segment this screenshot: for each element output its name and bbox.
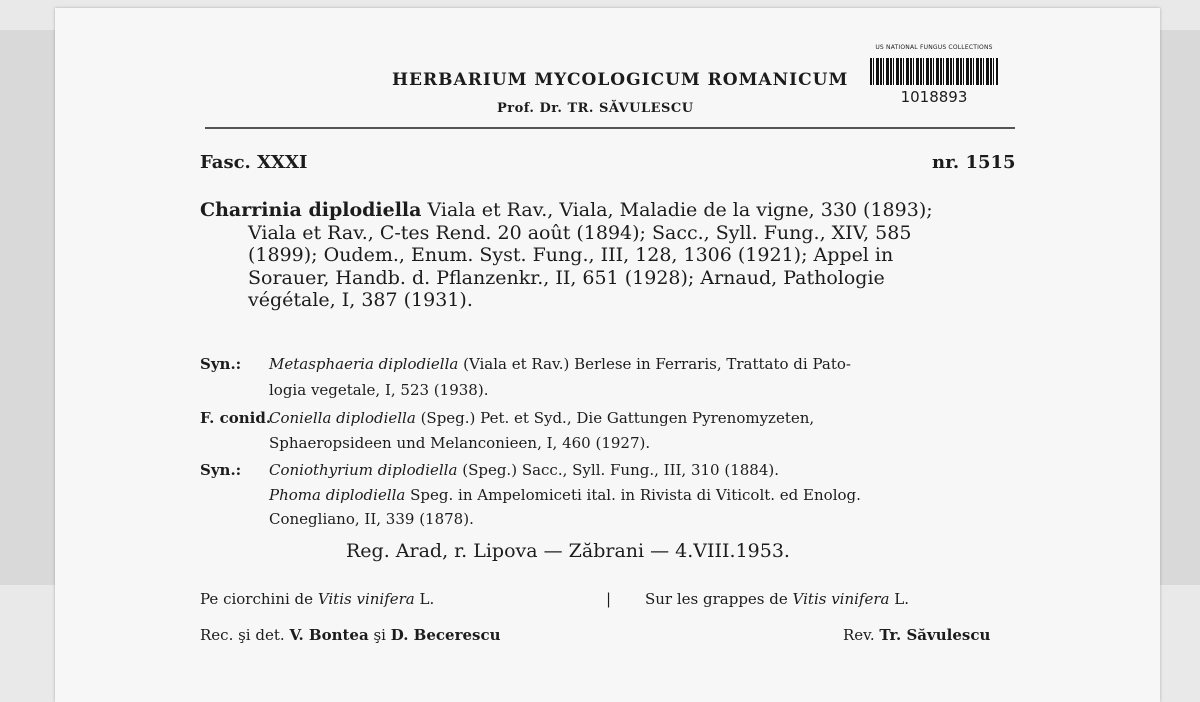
collector-name: D. Becerescu	[390, 626, 501, 644]
substrate-fr-suffix: L.	[894, 590, 909, 608]
substrate-ro-suffix: L.	[419, 590, 435, 608]
specimen-number: nr. 1515	[932, 152, 1016, 173]
synonym-citation: (Speg.) Pet. et Syd., Die Gattungen Pyrenomyzeten,	[420, 409, 815, 427]
host-name: Vitis vinifera	[792, 590, 890, 608]
collectors-and: şi	[373, 626, 386, 644]
synonym-name: Coniella diplodiella	[269, 409, 416, 427]
herbarium-title: HERBARIUM MYCOLOGICUM ROMANICUM	[392, 70, 849, 90]
locality: Reg. Arad, r. Lipova — Zăbrani — 4.VIII.1953.	[346, 540, 790, 562]
species-citation	[200, 199, 1030, 312]
species-citation-line: végétale, I, 387 (1931).	[248, 289, 473, 311]
synonym-tag: Syn.:	[200, 461, 242, 479]
synonym-entry	[200, 352, 851, 376]
synonym-citation-cont: Sphaeropsideen und Melanconieen, I, 460 (1927).	[269, 434, 651, 452]
synonym-entry	[200, 458, 779, 482]
herbarium-subtitle: Prof. Dr. TR. SĂVULESCU	[497, 101, 694, 116]
reviewer-name: Tr. Săvulescu	[879, 626, 991, 644]
barcode-label	[866, 44, 1002, 106]
substrate-ro	[200, 590, 434, 608]
species-citation-line: (1899); Oudem., Enum. Syst. Fung., III, 128, 1306 (1921); Appel in	[248, 244, 894, 266]
collectors-prefix: Rec. şi det.	[200, 626, 285, 644]
species-name: Charrinia diplodiella	[200, 199, 422, 221]
fascicle: Fasc. XXXI	[200, 152, 308, 173]
synonym-citation: (Viala et Rav.) Berlese in Ferraris, Trattato di Pato-	[463, 355, 851, 373]
substrate-fr	[645, 590, 909, 608]
separator: |	[606, 590, 612, 608]
species-citation-line: Viala et Rav., Viala, Maladie de la vigne, 330 (1893);	[427, 199, 933, 221]
synonym-entry	[200, 406, 814, 430]
synonym-tag: F. conid.	[200, 409, 272, 427]
substrate-fr-prefix: Sur les grappes de	[645, 590, 788, 608]
herbarium-label	[55, 8, 1160, 702]
reviewer-prefix: Rev.	[843, 626, 875, 644]
barcode-icon	[870, 58, 998, 85]
host-name: Vitis vinifera	[317, 590, 415, 608]
collectors	[200, 626, 501, 644]
species-citation-line: Viala et Rav., C-tes Rend. 20 août (1894); Sacc., Syll. Fung., XIV, 585	[248, 221, 912, 244]
synonym-tag: Syn.:	[200, 355, 242, 373]
synonym-name: Phoma diplodiella	[269, 486, 406, 504]
synonym-entry	[269, 483, 861, 507]
barcode-number: 1018893	[900, 88, 968, 106]
synonym-name: Metasphaeria diplodiella	[269, 355, 459, 373]
species-citation-line: Sorauer, Handb. d. Pflanzenkr., II, 651 (1928); Arnaud, Pathologie	[248, 266, 885, 289]
collector-name: V. Bontea	[289, 626, 369, 644]
substrate-ro-prefix: Pe ciorchini de	[200, 590, 314, 608]
header-rule	[205, 127, 1015, 129]
synonym-name: Coniothyrium diplodiella	[269, 461, 458, 479]
reviewer	[843, 626, 990, 644]
synonym-citation: Speg. in Ampelomiceti ital. in Rivista di Viticolt. ed Enolog.	[410, 486, 861, 504]
synonym-citation-cont: logia vegetale, I, 523 (1938).	[269, 381, 489, 399]
synonym-citation: (Speg.) Sacc., Syll. Fung., III, 310 (1884).	[462, 461, 780, 479]
barcode-caption: US NATIONAL FUNGUS COLLECTIONS	[875, 44, 993, 51]
synonym-citation-cont: Conegliano, II, 339 (1878).	[269, 510, 474, 528]
